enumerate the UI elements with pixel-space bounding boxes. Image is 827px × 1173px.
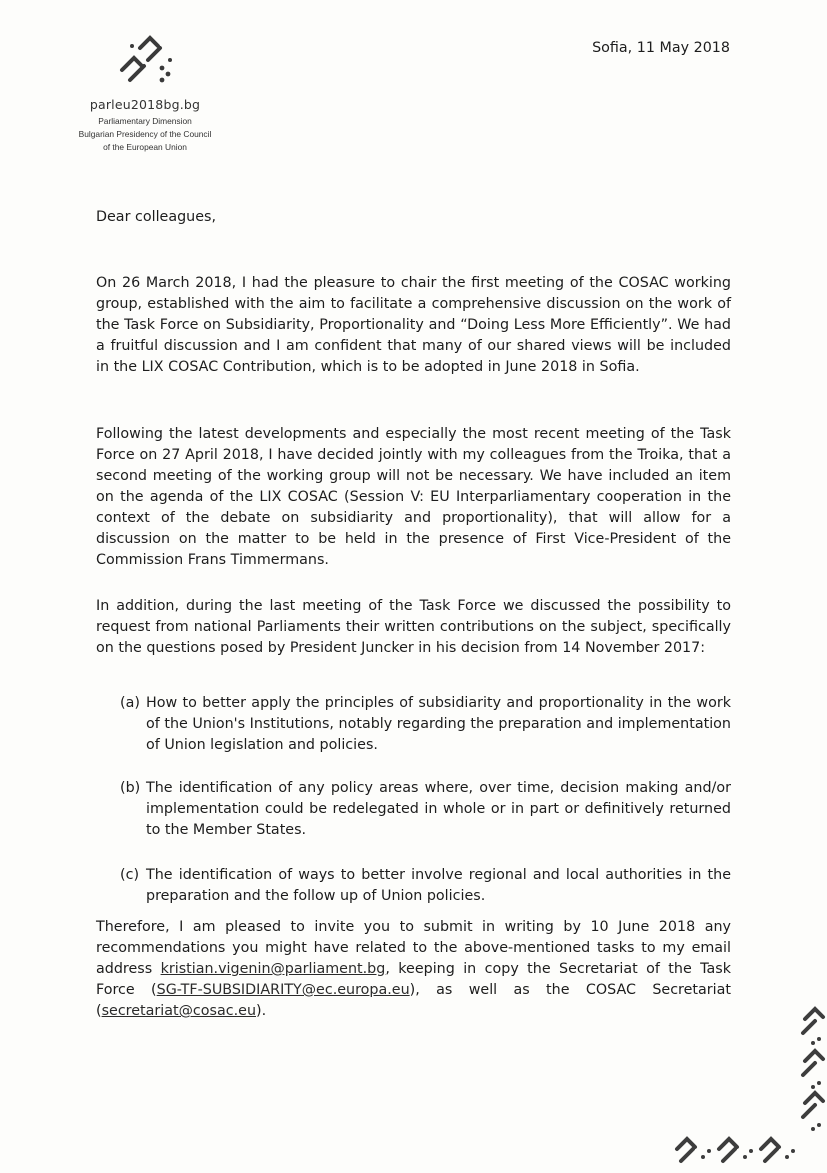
paragraph-3: In addition, during the last meeting of the Task Force we discussed the possibility to request from national Parliaments their written contributions on the subject, specifically on the questions posed by President Juncker in his decision from 14 November 2017: (96, 598, 731, 656)
list-item-text: The identification of any policy areas where, over time, decision making and/or implementation could be redelegated in whole or in part or definitively returned to the Member States. (146, 780, 731, 838)
corner-ornament-icon (637, 999, 827, 1169)
paragraph-4-text-1: Therefore, I am pleased to invite you to submit in writing by 10 June 2018 any recommendations you might have related to the above-mentioned tasks to my email address (96, 919, 731, 977)
org-line-3: of the European Union (103, 142, 187, 152)
paragraph-2: Following the latest developments and especially the most recent meeting of the Task Force on 27 April 2018, I have decided jointly with my colleagues from the Troika, that a second meeting of the working group will not be necessary. We have included an item on the agenda of the LIX COSAC (Session V: EU Interparliamentary cooperation in the context of the debate on subsidiarity and proportionality), that will allow for a discussion on the matter to be held in the presence of First Vice-President of the Commission Frans Timmermans. (96, 426, 731, 568)
org-info (60, 97, 230, 154)
list-item-label: (c) (120, 867, 140, 883)
list-item-text: How to better apply the principles of subsidiarity and proportionality in the work of the Union's Institutions, notably regarding the preparation and implementation of Union legislation and policies. (146, 695, 731, 753)
list-item-label: (b) (120, 780, 141, 796)
list-item-a (120, 693, 731, 756)
list-item-c (120, 865, 731, 907)
paragraph-4-text-4: ). (256, 1003, 267, 1019)
bg-presidency-logo-icon (110, 30, 180, 92)
paragraph-1: On 26 March 2018, I had the pleasure to chair the first meeting of the COSAC working group, established with the aim to facilitate a comprehensive discussion on the work of the Task Force on Subsidiarity, Proportionality and “Doing Less More Efficiently”. We had a fruitful discussion and I am confident that many of our shared views will be included in the LIX COSAC Contribution, which is to be adopted in June 2018 in Sofia. (96, 275, 731, 375)
paragraph-4 (96, 917, 731, 1022)
org-line-1: Parliamentary Dimension (98, 116, 192, 126)
email-link-cosac[interactable]: secretariat@cosac.eu (101, 1003, 257, 1019)
list-item-b (120, 778, 731, 841)
org-website: parleu2018bg.bg (89, 97, 201, 112)
salutation: Dear colleagues, (96, 209, 217, 225)
list-item-text: The identification of ways to better involve regional and local authorities in the preparation and the follow up of Union policies. (146, 867, 731, 904)
paragraph-4-text-3: ), as well as the COSAC Secretariat ( (96, 982, 731, 1019)
org-line-2: Bulgarian Presidency of the Council (78, 129, 212, 139)
email-link-task-force[interactable]: SG-TF-SUBSIDIARITY@ec.europa.eu (156, 982, 410, 998)
list-item-label: (a) (120, 695, 140, 711)
paragraph-4-text-2: , keeping in copy the Secretariat of the Task Force ( (96, 961, 732, 998)
letter-date: Sofia, 11 May 2018 (592, 40, 730, 56)
email-link-vigenin[interactable]: kristian.vigenin@parliament.bg (160, 961, 386, 977)
